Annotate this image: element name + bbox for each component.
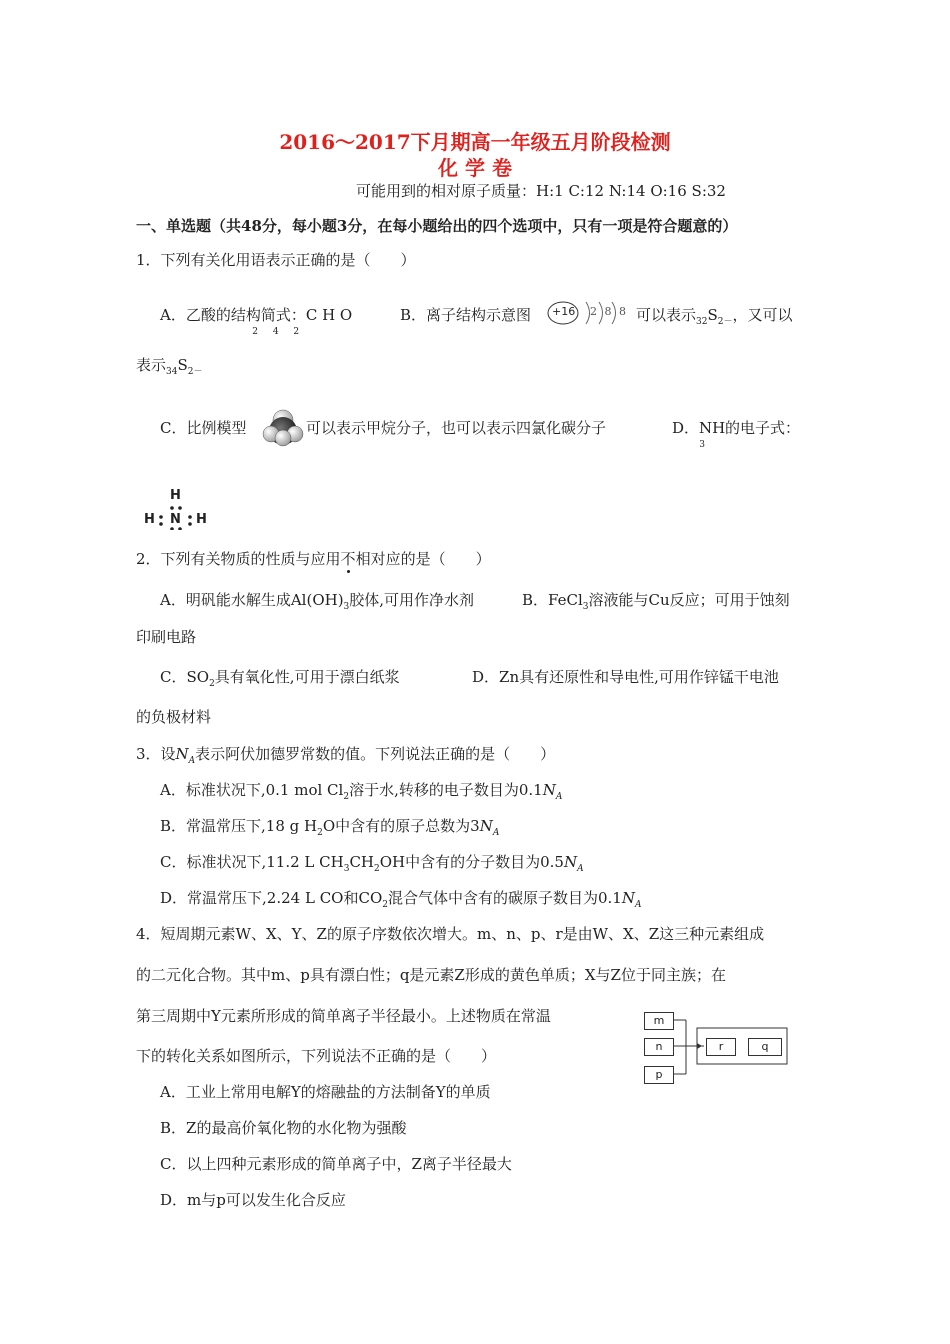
q2-option-a: A．明矾能水解生成$Al(OH)_3$胶体,可用作净水剂 bbox=[160, 591, 475, 612]
q1-option-b-cont: 可以表示$_{32}S_{2-}$，又可以 bbox=[636, 306, 793, 327]
ion-shells: 2 8 8 bbox=[590, 305, 626, 318]
q4-option-a: A．工业上常用电解Y的熔融盐的方法制备Y的单质 bbox=[160, 1083, 491, 1101]
q2-option-d: D．Zn具有还原性和导电性,可用作锌锰干电池 bbox=[472, 668, 779, 686]
atomic-mass-note: 可能用到的相对原子质量：H:1 C:12 N:14 O:16 S:32 bbox=[356, 182, 726, 200]
q3-option-b: B．常温常压下,18 g $H_2O$中含有的原子总数为$3N_A$ bbox=[160, 817, 500, 838]
q4-stem-line2: 的二元化合物。其中m、p具有漂白性；q是元素Z形成的黄色单质；X与Z位于同主族；在 bbox=[136, 966, 726, 984]
diagram-node-p: p bbox=[644, 1066, 674, 1084]
q2-option-b: B．FeCl$_3$溶液能与Cu反应；可用于蚀刻 bbox=[522, 591, 790, 612]
q1-option-c-cont: 可以表示甲烷分子，也可以表示四氯化碳分子 bbox=[306, 419, 607, 437]
diagram-node-q: q bbox=[748, 1038, 782, 1056]
page-title: 2016～2017下月期高一年级五月阶段检测 bbox=[279, 130, 671, 154]
diagram-node-n: n bbox=[644, 1038, 674, 1056]
q4-stem-line4: 下的转化关系如图所示，下列说法不正确的是（ ） bbox=[136, 1047, 497, 1065]
lewis-structure: H H N H bbox=[140, 488, 212, 530]
page-subtitle: 化 学 卷 bbox=[438, 156, 512, 180]
q1-option-b-line2: 表示$_{34}S_{2-}$ bbox=[136, 356, 203, 377]
q3-option-d: D．常温常压下,2.24 L CO和$CO_2$混合气体中含有的碳原子数目为$0.1N_A$ bbox=[160, 889, 642, 910]
q1-option-a: A．乙酸的结构简式：C H $O_{2 4 2}$ bbox=[160, 306, 353, 337]
q2-option-d-line2: 的负极材料 bbox=[136, 708, 212, 726]
electron-dots-icon bbox=[140, 488, 212, 530]
q2-option-b-line2: 印刷电路 bbox=[136, 628, 197, 646]
q1-stem: 1．下列有关化用语表示正确的是（ ） bbox=[136, 251, 416, 269]
q4-option-c: C．以上四种元素形成的简单离子中，Z离子半径最大 bbox=[160, 1155, 512, 1173]
q2-option-c: C．$SO_2$具有氧化性,可用于漂白纸浆 bbox=[160, 668, 400, 689]
q4-option-d: D．m与p可以发生化合反应 bbox=[160, 1191, 346, 1209]
molecule-model-icon bbox=[262, 407, 304, 447]
q3-stem: 3．设$N_A$表示阿伏加德罗常数的值。下列说法正确的是（ ） bbox=[136, 745, 556, 766]
diagram-node-m: m bbox=[644, 1012, 674, 1030]
q3-option-a: A．标准状况下,0.1 mol $Cl_2$溶于水,转移的电子数目为$0.1N_A$ bbox=[160, 781, 563, 802]
space-filling-model bbox=[262, 407, 304, 451]
q4-option-b: B．Z的最高价氧化物的水化物为强酸 bbox=[160, 1119, 407, 1137]
section-heading: 一、单选题（共48分，每小题3分，在每小题给出的四个选项中，只有一项是符合题意的） bbox=[136, 217, 738, 235]
ion-nucleus: +16 bbox=[552, 305, 576, 318]
q1-option-b: B．离子结构示意图 bbox=[400, 306, 532, 324]
ion-diagram bbox=[546, 296, 630, 330]
q2-stem: 2．下列有关物质的性质与应用不相对应的是（ ） bbox=[136, 550, 491, 568]
q3-option-c: C．标准状况下,11.2 L $CH_3CH_2OH$中含有的分子数目为$0.5N_A$ bbox=[160, 853, 584, 874]
q1-option-c: C．比例模型 bbox=[160, 419, 247, 437]
diagram-node-r: r bbox=[706, 1038, 736, 1056]
q4-stem-line1: 4．短周期元素W、X、Y、Z的原子序数依次增大。m、n、p、r是由W、X、Z这三种元素组成 bbox=[136, 925, 765, 943]
q1-option-d: D．$NH_3$的电子式： bbox=[672, 419, 800, 450]
reaction-diagram bbox=[644, 1010, 794, 1090]
q4-stem-line3: 第三周期中Y元素所形成的简单离子半径最小。上述物质在常温 bbox=[136, 1007, 551, 1025]
